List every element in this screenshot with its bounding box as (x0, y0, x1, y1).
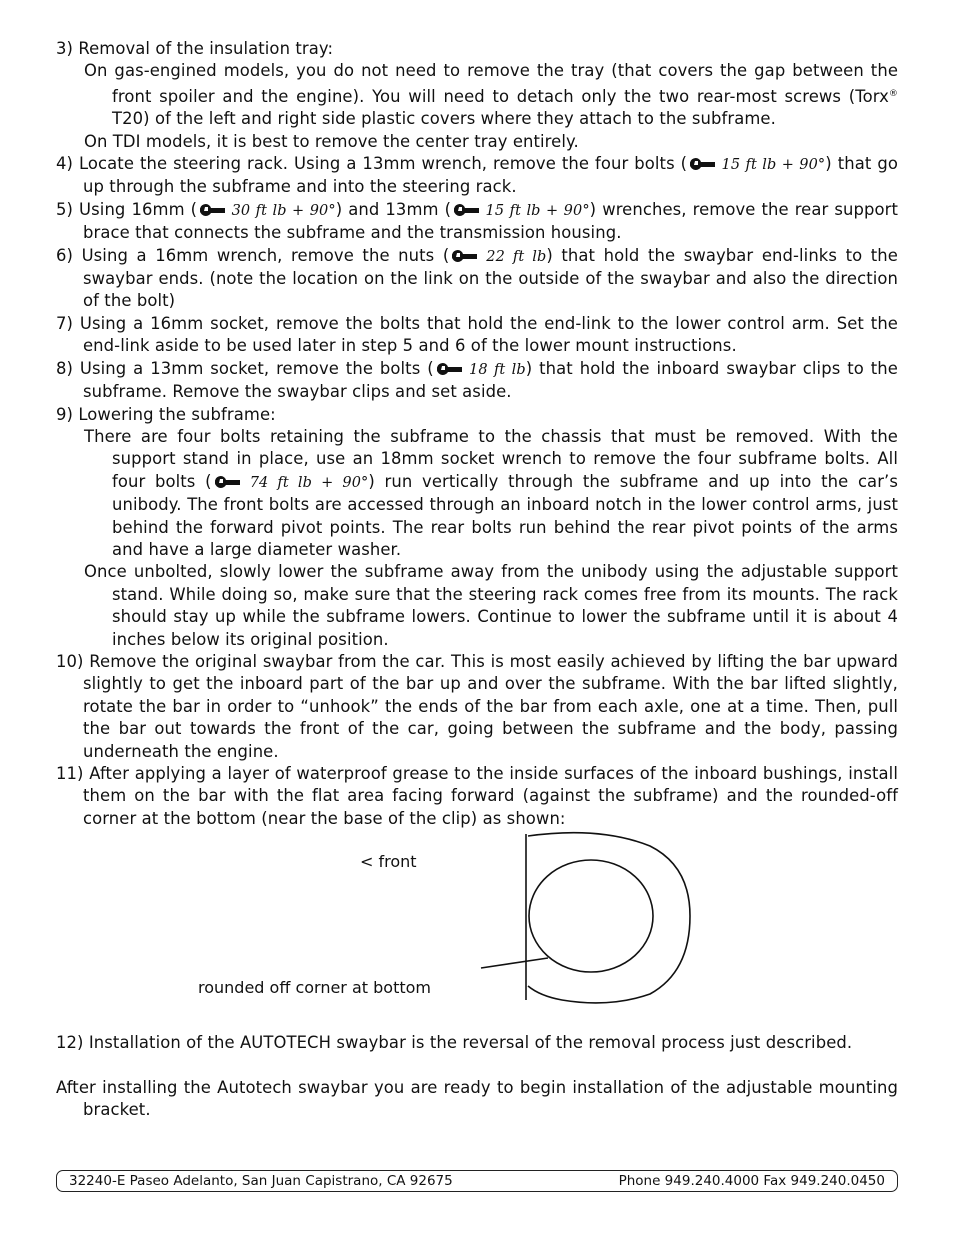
instructions-body (56, 38, 898, 1121)
corner-label: rounded off corner at bottom (198, 978, 431, 997)
front-label: < front (360, 852, 417, 871)
step-9-lowering: Once unbolted, slowly lower the subframe away from the unibody using the adjustable support stand. While doing so, make sure that the steering rack comes free from its mounts. The rack should stay up while the subframe lowers. Continue to lower the subframe until it is about 4 inches below its original position. (84, 562, 898, 649)
torque-value: 22 ft lb (478, 248, 547, 265)
torque-wrench-icon (452, 249, 478, 263)
step-10: 10) Remove the original swaybar from the car. This is most easily achieved by lifting the bar upward slightly to get the inboard part of the bar up and over the subframe. With the bar lifted slightly, rotate the bar in order to “unhook” the ends of the bar from each axle, one at a time. Then, pull the bar out towards the front of the car, going between the subframe and the body, passing underneath the engine. (56, 651, 898, 761)
step-9 (56, 404, 898, 651)
step-4: 4) Locate the steering rack. Using a 13mm wrench, remove the four bolts ( 15 ft lb + 90°) that go up through the subframe and into the steering rack. (56, 154, 898, 197)
step-3-gas-note: On gas-engined models, you do not need to remove the tray (that covers the gap between the front spoiler and the engine). You will need to detach only the two rear-most screws (Torx® T20) of the left and right side plastic covers where they attach to the subframe. (84, 61, 898, 129)
step-8: 8) Using a 13mm socket, remove the bolts ( 18 ft lb) that hold the inboard swaybar clips to the subframe. Remove the swaybar clips and set aside. (56, 358, 898, 402)
torque-value: 18 ft lb (462, 361, 526, 378)
closing-paragraph: After installing the Autotech swaybar you are ready to begin installation of the adjustable mounting bracket. (56, 1077, 898, 1120)
footer-address: 32240-E Paseo Adelanto, San Juan Capistrano, CA 92675 (69, 1173, 453, 1189)
paragraph-gap (56, 1055, 898, 1077)
torque-value: 74 ft lb + 90° (240, 474, 369, 491)
step-9-bolts: There are four bolts retaining the subframe to the chassis that must be removed. With the support stand in place, use an 18mm socket wrench to remove the four subframe bolts. All four bolts ( 74 ft lb + 90°) run vertically through the subframe and up into the car’s unibody. The front bolts are accessed through an inboard notch in the lower control arms, just behind the forward pivot points. The rear bolts run behind the rear pivot points of the arms and have a large diameter washer. (84, 426, 898, 559)
step-5: 5) Using 16mm ( 30 ft lb + 90°) and 13mm ( 15 ft lb + 90°) wrenches, remove the rear support brace that connects the subframe and the transmission housing. (56, 199, 898, 243)
footer-phone: Phone 949.240.4000 Fax 949.240.0450 (618, 1173, 885, 1189)
diagram-spacer (56, 830, 898, 1032)
torque-value: 15 ft lb + 90° (480, 202, 590, 219)
footer-bar (56, 1170, 898, 1192)
torque-wrench-icon (215, 475, 241, 489)
torque-wrench-icon (200, 203, 226, 217)
step-12: 12) Installation of the AUTOTECH swaybar is the reversal of the removal process just described. (56, 1033, 853, 1053)
step-3-tdi-note: On TDI models, it is best to remove the center tray entirely. (84, 131, 579, 151)
step-9-title: 9) Lowering the subframe: (56, 404, 276, 424)
torque-value: 15 ft lb + 90° (716, 157, 826, 174)
torque-wrench-icon (437, 362, 463, 376)
torque-wrench-icon (690, 157, 716, 171)
step-11: 11) After applying a layer of waterproof grease to the inside surfaces of the inboard bushings, install them on the bar with the flat area facing forward (against the subframe) and the rounded-off corner at the bottom (near the base of the clip) as shown: (56, 764, 898, 828)
step-6: 6) Using a 16mm wrench, remove the nuts ( 22 ft lb) that hold the swaybar end-links to the swaybar ends. (note the location on the link on the outside of the swaybar and also the direction of the bolt) (56, 245, 898, 311)
torque-value: 30 ft lb + 90° (226, 202, 336, 219)
step-3 (56, 38, 898, 153)
step-7: 7) Using a 16mm socket, remove the bolts that hold the end-link to the lower control arm. Set the end-link aside to be used later in step 5 and 6 of the lower mount instructions. (56, 313, 898, 356)
step-3-title: 3) Removal of the insulation tray: (56, 39, 334, 58)
torque-wrench-icon (454, 203, 480, 217)
